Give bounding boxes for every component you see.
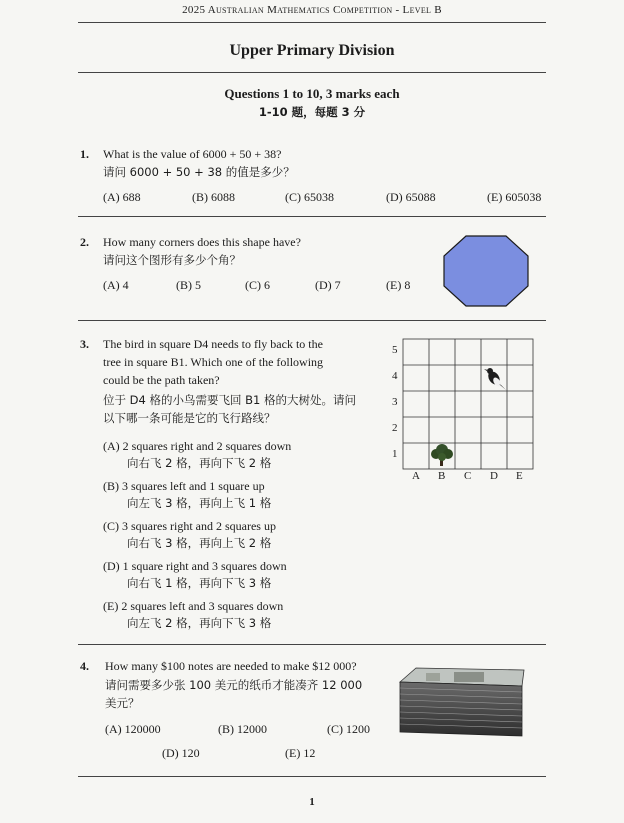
answer-option-c[interactable]: (C) 6	[245, 278, 270, 292]
question-number: 2.	[80, 235, 89, 249]
row-label-1: 1	[392, 448, 398, 460]
answer-option-c[interactable]: (C) 1200	[327, 722, 370, 736]
answer-option-d[interactable]: (D) 65088	[386, 190, 436, 204]
question-text-en-line-3: could be the path taken?	[103, 373, 220, 387]
answer-option-c[interactable]: (C) 65038	[285, 190, 334, 204]
question-number: 3.	[80, 337, 89, 351]
question-text-zh: 请问 6000 + 50 + 38 的值是多少？	[103, 165, 295, 179]
page-number: 1	[309, 796, 315, 808]
division-title: Upper Primary Division	[229, 42, 395, 59]
coordinate-grid	[372, 334, 552, 494]
question-text-en: How many $100 notes are needed to make $12 000?	[105, 659, 357, 673]
answer-option-d-zh: 向右飞 1 格，再向下飞 3 格	[127, 576, 272, 590]
banknote-stack-image	[396, 664, 528, 738]
section-heading-en: Questions 1 to 10, 3 marks each	[224, 86, 400, 101]
question-divider	[78, 644, 546, 645]
answer-option-b-zh: 向左飞 3 格，再向上飞 1 格	[127, 496, 272, 510]
column-label-c: C	[464, 470, 472, 482]
question-text-zh: 请问这个图形有多少个角？	[103, 253, 241, 267]
question-number: 4.	[80, 659, 89, 673]
bird-icon	[484, 368, 506, 390]
answer-option-a[interactable]: (A) 2 squares right and 2 squares down	[103, 439, 292, 453]
tree-icon	[431, 444, 453, 466]
column-label-b: B	[438, 470, 446, 482]
column-label-e: E	[516, 470, 523, 482]
question-divider	[78, 320, 546, 321]
running-header: 2025 Australian Mathematics Competition - Level B	[182, 4, 442, 16]
question-text-en: How many corners does this shape have?	[103, 235, 301, 249]
octagon-shape	[438, 232, 534, 310]
answer-option-d[interactable]: (D) 1 square right and 3 squares down	[103, 559, 287, 573]
answer-option-e[interactable]: (E) 12	[285, 746, 316, 760]
question-divider	[78, 216, 546, 217]
section-heading-zh: 1-10 题，每题 3 分	[258, 105, 366, 119]
answer-option-e[interactable]: (E) 8	[386, 278, 411, 292]
grid-lines	[402, 338, 534, 470]
row-label-3: 3	[392, 396, 398, 408]
row-label-2: 2	[392, 422, 398, 434]
column-label-d: D	[490, 470, 498, 482]
octagon-polygon	[444, 236, 528, 306]
row-label-4: 4	[392, 370, 398, 382]
question-number: 1.	[80, 147, 89, 161]
question-text-en-line-2: tree in square B1. Which one of the following	[103, 355, 324, 369]
column-label-a: A	[412, 470, 420, 482]
answer-option-b[interactable]: (B) 12000	[218, 722, 267, 736]
row-label-5: 5	[392, 344, 398, 356]
answer-option-b[interactable]: (B) 3 squares left and 1 square up	[103, 479, 265, 493]
question-text-zh-line-2: 以下哪一条可能是它的飞行路线？	[103, 411, 276, 425]
question-text-zh-line-1: 位于 D4 格的小鸟需要飞回 B1 格的大树处。请问	[103, 393, 356, 407]
answer-option-e-zh: 向左飞 2 格，再向下飞 3 格	[127, 616, 272, 630]
answer-option-d[interactable]: (D) 120	[162, 746, 200, 760]
answer-option-e[interactable]: (E) 2 squares left and 3 squares down	[103, 599, 284, 613]
title-rule	[78, 72, 546, 73]
answer-option-a[interactable]: (A) 688	[103, 190, 141, 204]
question-text-en-line-1: The bird in square D4 needs to fly back to the	[103, 337, 323, 351]
answer-option-e[interactable]: (E) 605038	[487, 190, 542, 204]
answer-option-a[interactable]: (A) 4	[103, 278, 129, 292]
answer-option-c-zh: 向右飞 3 格，再向上飞 2 格	[127, 536, 272, 550]
question-text-zh-line-2: 美元？	[105, 696, 140, 710]
answer-option-b[interactable]: (B) 5	[176, 278, 201, 292]
answer-option-a-zh: 向右飞 2 格，再向下飞 2 格	[127, 456, 272, 470]
answer-option-a[interactable]: (A) 120000	[105, 722, 161, 736]
question-text-en: What is the value of 6000 + 50 + 38?	[103, 147, 282, 161]
answer-option-c[interactable]: (C) 3 squares right and 2 squares up	[103, 519, 276, 533]
answer-option-d[interactable]: (D) 7	[315, 278, 341, 292]
answer-option-b[interactable]: (B) 6088	[192, 190, 235, 204]
question-text-zh-line-1: 请问需要多少张 100 美元的纸币才能凑齐 12 000	[105, 678, 363, 692]
bottom-rule	[78, 776, 546, 777]
header-rule	[78, 22, 546, 23]
